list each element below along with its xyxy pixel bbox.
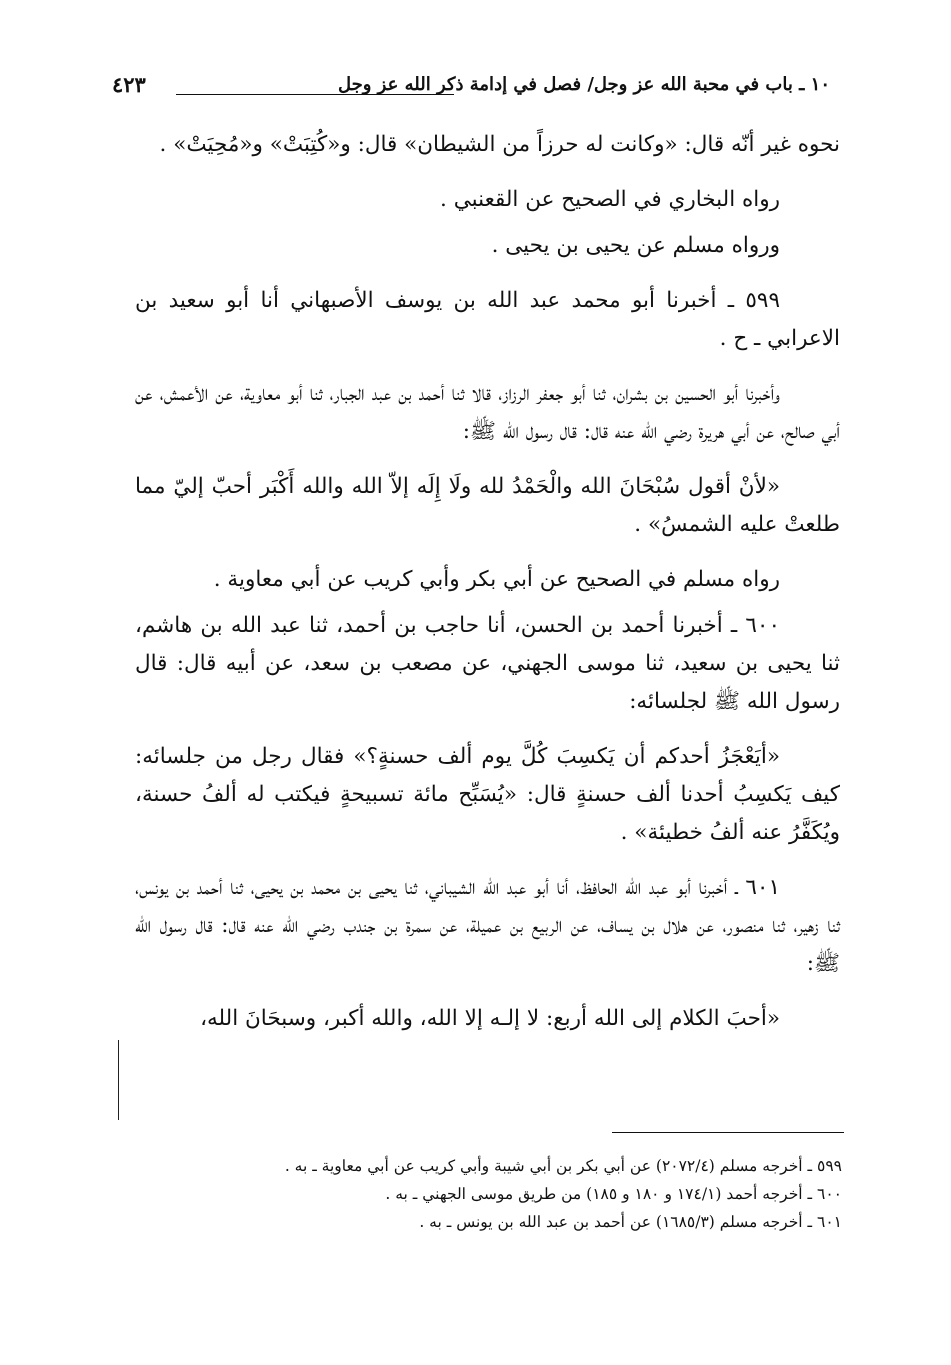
footnote-601: ٦٠١ ـ أخرجه مسلم (١٦٨٥/٣) عن أحمد بن عبد الله بن يونس ـ به . [419,1213,842,1231]
paragraph-bukhari-note: رواه البخاري في الصحيح عن القعنبي . [440,187,780,212]
hadith-599-chain: ٥٩٩ ـ أخبرنا أبو محمد عبد الله بن يوسف الأصبهاني أنا أبو سعيد بن الاعرابي ـ ح . [135,288,840,351]
chapter-title: ١٠ ـ باب في محبة الله عز وجل/ فصل في إدامة ذكر الله عز وجل [337,74,830,95]
hadith-600-chain: ٦٠٠ ـ أخبرنا أحمد بن الحسن، أنا حاجب بن أحمد، ثنا عبد الله بن هاشم، ثنا يحيى بن سعيد، ثنا موسى الجهني، عن مصعب بن سعد، عن أبيه قال: قال رسول الله ﷺ لجلسائه: [135,613,840,714]
footnotes [180,1152,842,1236]
hadith-601-text: «أحبَ الكلام إلى الله أربع: لا إلـه إلا الله، والله أكبر، وسبحَانَ الله، [200,1006,780,1031]
hadith-599-source: رواه مسلم في الصحيح عن أبي بكر وأبي كريب عن أبي معاوية . [213,567,780,592]
paragraph-continuation: نحوه غير أنّه قال: «وكانت له حرزاً من الشيطان» قال: و«كُتِبَتْ» و«مُحِيَتْ» . [159,132,840,157]
main-text [135,126,840,1055]
header-rule [176,94,454,95]
margin-mark [118,1040,119,1120]
hadith-599-chain-second: وأخبرنا أبو الحسين بن بشران، ثنا أبو جعفر الرزاز، قالا ثنا أحمد بن عبد الجبار، ثنا أبو معاوية، عن الأعمش، عن أبي صالح، عن أبي هريرة رضي الله عنه قال: قال رسول الله ﷺ: [135,381,840,444]
paragraph-muslim-note: ورواه مسلم عن يحيى بن يحيى . [491,233,780,258]
hadith-600-text: «أيَعْجَزُ أحدكم أن يَكسِبَ كُلَّ يوم ألف حسنةٍ؟» فقال رجل من جلسائه: كيف يَكسِبُ أحدنا ألف حسنةٍ قال: «يُسَبِّح مائة تسبيحةٍ فيكتب له ألفُ حسنة، ويُكَفَّرُ عنه ألفُ خطيئة» . [135,744,840,845]
hadith-599-text: «لأنْ أقول سُبْحَانَ الله والْحَمْدُ لله ولَا إِلَه إلاّ الله والله أَكْبَر أحبّ إليّ مما طلعتْ عليه الشمسُ» . [135,474,840,537]
footnote-separator [612,1132,844,1133]
hadith-601-chain: ٦٠١ ـ أخبرنا أبو عبد الله الحافظ، أنا أبو عبد الله الشيباني، ثنا يحيى بن محمد بن يحيى، ثنا أحمد بن يونس، ثنا زهير، ثنا منصور، عن هلال بن يساف، عن الربيع بن عميلة، عن سمرة بن جندب رضي الله عنه قال: قال رسول الله ﷺ: [135,875,840,976]
running-header [112,74,830,110]
footnote-600: ٦٠٠ ـ أخرجه أحمد (١٧٤/١ و ١٨٠ و ١٨٥) من طريق موسى الجهني ـ به . [385,1185,842,1203]
page-number: ٤٢٣ [112,72,146,97]
footnote-599: ٥٩٩ ـ أخرجه مسلم (٢٠٧٢/٤) عن أبي بكر بن أبي شيبة وأبي كريب عن أبي معاوية ـ به . [284,1157,842,1175]
